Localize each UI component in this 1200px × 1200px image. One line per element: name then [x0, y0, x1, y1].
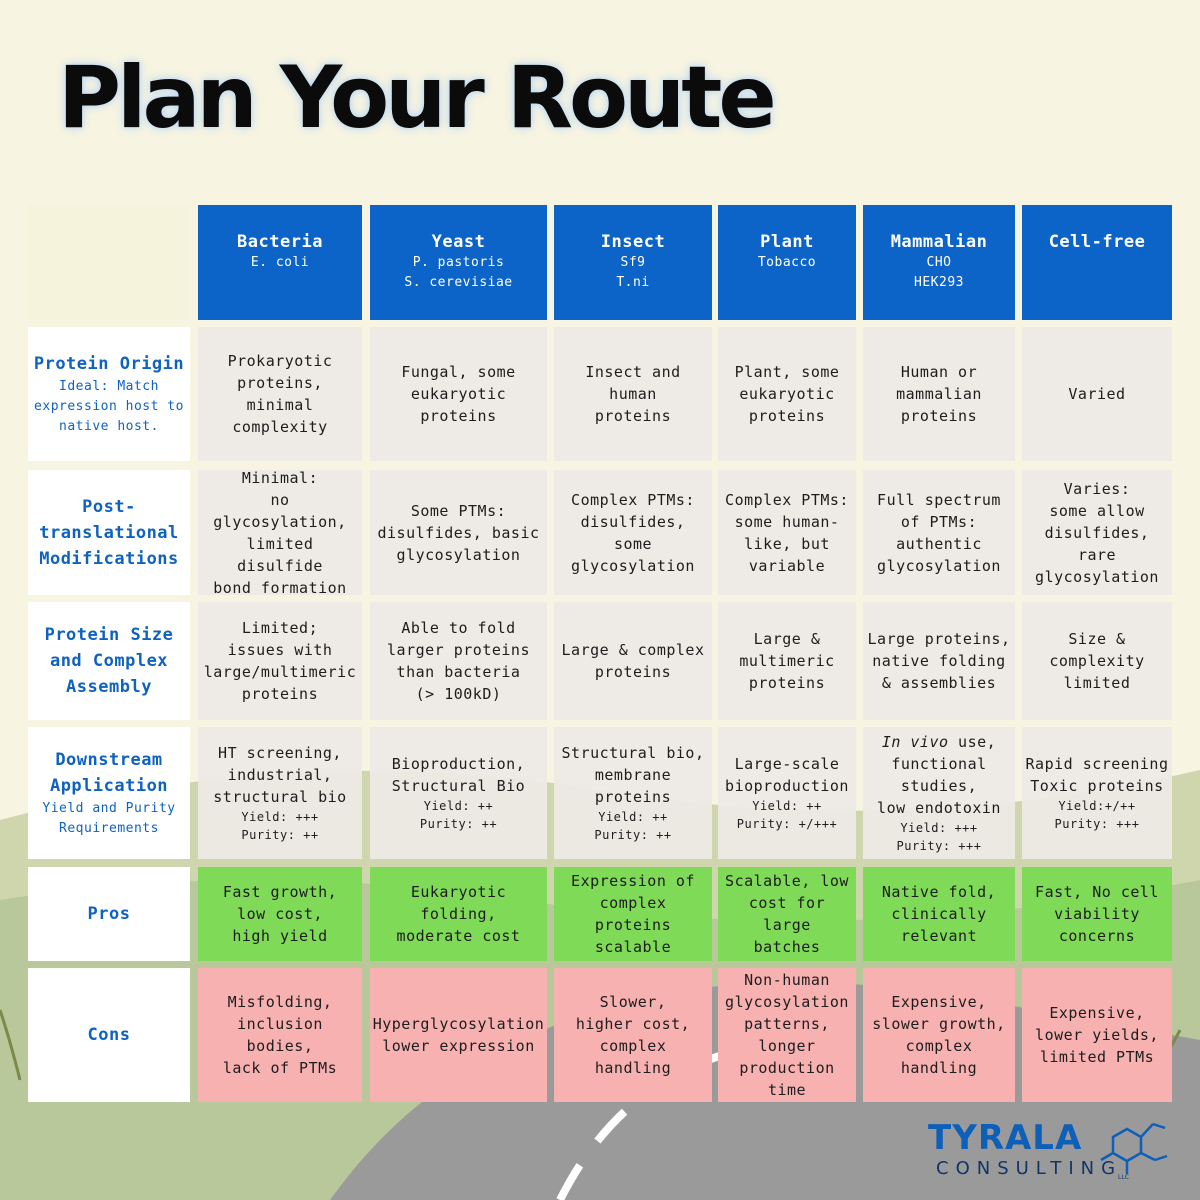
page-title: Plan Your Route	[58, 48, 773, 148]
table-cell	[554, 867, 712, 961]
column-subtitle: CHO	[926, 255, 952, 270]
cell-text: structural bio	[213, 788, 347, 806]
row-label	[28, 602, 190, 720]
logo-llc: LLC	[1118, 1174, 1129, 1181]
cell-text: (> 100kD)	[415, 685, 502, 703]
cell-text: native folding	[872, 652, 1006, 670]
table-cell	[863, 867, 1015, 961]
cell-text: proteins	[594, 407, 672, 425]
cell-rating: Purity: ++	[419, 817, 498, 831]
cell-text: Complex PTMs:	[725, 490, 849, 509]
cell-rating: Yield: ++	[752, 799, 822, 813]
row-label-title: Downstream	[55, 750, 163, 770]
row-label-title: Protein Size	[44, 625, 174, 645]
cell-text: complex	[905, 1037, 973, 1055]
cell-text: relevant	[900, 927, 978, 945]
cell-text: Structural Bio	[391, 777, 526, 795]
cell-rating: Yield: ++	[423, 799, 494, 813]
cell-text: large/multimeric	[203, 663, 357, 681]
cell-text: proteins	[420, 407, 497, 425]
column-header	[718, 205, 856, 320]
table-cell	[198, 602, 362, 720]
cell-text: Fungal, some	[401, 363, 516, 381]
cell-text: Large-scale	[734, 755, 840, 773]
cell-text: proteins	[594, 663, 672, 681]
cell-text: Plant, some	[734, 363, 840, 381]
table-cell	[1022, 727, 1172, 859]
cell-text: Varied	[1068, 385, 1126, 403]
row-label-title: Pros	[87, 904, 131, 924]
column-subtitle: S. cerevisiae	[404, 275, 513, 290]
row-label-subtitle: native host.	[59, 419, 159, 434]
cell-text: patterns,	[744, 1015, 830, 1033]
cell-text: Full spectrum	[877, 490, 1001, 509]
column-subtitle: E. coli	[250, 255, 310, 270]
cell-text: no glycosylation,	[213, 490, 347, 531]
cell-text: concerns	[1058, 927, 1136, 945]
cell-text: Rapid screening	[1025, 755, 1169, 773]
table-cell	[1022, 470, 1172, 595]
column-subtitle: Sf9	[620, 255, 646, 270]
column-subtitle: T.ni	[616, 275, 650, 290]
cell-text: limited disulfide	[237, 534, 323, 575]
column-header	[554, 205, 712, 320]
cell-text: batches	[753, 938, 821, 956]
cell-text: complexity	[232, 418, 328, 436]
row-label	[28, 867, 190, 961]
cell-text: Minimal:	[241, 468, 319, 487]
row-label-title: Modifications	[39, 548, 179, 569]
cell-text: Expensive,	[1049, 1004, 1145, 1022]
column-title: Yeast	[431, 232, 486, 252]
row-label-title: translational	[39, 522, 179, 543]
cell-text: handling	[900, 1059, 978, 1077]
column-title: Mammalian	[890, 232, 988, 252]
row-label-title: Assembly	[66, 677, 152, 697]
cell-text: complex proteins	[594, 894, 672, 934]
row-label-subtitle: Yield and Purity	[42, 801, 176, 816]
cell-rating: Purity: +/+++	[736, 817, 838, 831]
cell-text: Able to fold	[401, 619, 516, 637]
table-cell	[370, 470, 547, 595]
cell-text: proteins	[900, 407, 978, 425]
row-label	[28, 327, 190, 461]
cell-text: proteins	[748, 407, 826, 425]
column-header	[198, 205, 362, 320]
column-header	[1022, 205, 1172, 320]
cell-text: Scalable, low	[725, 872, 849, 890]
table-cell	[370, 327, 547, 461]
cell-text: lack of PTMs	[222, 1059, 338, 1077]
column-title: Insect	[600, 232, 666, 252]
cell-rating: Yield:+/++	[1058, 799, 1136, 813]
table-cell	[554, 327, 712, 461]
cell-text: rare	[1077, 545, 1117, 564]
cell-text: like, but	[744, 534, 830, 553]
cell-text: Prokaryotic	[227, 352, 333, 370]
cell-rating: Yield: +++	[241, 810, 319, 824]
cell-text: Fast growth,	[222, 883, 338, 901]
cell-text: membrane	[594, 766, 672, 784]
cell-text: Slower,	[599, 993, 667, 1011]
cell-text: viability	[1054, 905, 1140, 923]
row-label-title: Application	[49, 776, 169, 796]
row-label-subtitle: Requirements	[59, 821, 159, 836]
cell-text: complex handling	[594, 1037, 672, 1077]
cell-text: glycosylation	[877, 556, 1001, 575]
cell-rating: Purity: +++	[1054, 817, 1140, 831]
cell-text: of PTMs:	[900, 512, 978, 531]
cell-text: Limited;	[241, 619, 319, 637]
cell-text: Complex PTMs:	[571, 490, 695, 509]
cell-text: production	[739, 1059, 835, 1077]
cell-text: issues with	[227, 641, 333, 659]
cell-text: Large proteins,	[867, 630, 1011, 648]
column-subtitle: HEK293	[914, 275, 964, 290]
cell-text: Insect and human	[585, 363, 681, 403]
table-cell	[1022, 602, 1172, 720]
table-cell	[863, 602, 1015, 720]
table-cell	[198, 470, 362, 595]
row-label-subtitle: expression host to	[34, 399, 184, 414]
cell-text: variable	[748, 556, 826, 575]
table-cell	[718, 470, 856, 595]
cell-rating: Purity: ++	[241, 828, 319, 842]
table-cell	[370, 867, 547, 961]
cell-text: inclusion bodies,	[237, 1015, 323, 1055]
cell-text: mammalian	[896, 385, 982, 403]
table-cell	[718, 327, 856, 461]
cell-text: Varies:	[1063, 479, 1131, 498]
cell-text: higher cost,	[575, 1015, 691, 1033]
table-cell	[1022, 968, 1172, 1102]
row-label	[28, 470, 190, 595]
cell-text: Misfolding,	[227, 993, 333, 1011]
cell-text: Human or	[900, 363, 978, 381]
cell-text: proteins, minimal	[237, 374, 323, 414]
cell-text: Structural bio,	[561, 744, 705, 762]
column-subtitle: Tobacco	[757, 255, 817, 270]
table-cell	[198, 968, 362, 1102]
cell-text: disulfides, some	[580, 512, 686, 553]
cell-text: & assemblies	[881, 674, 997, 692]
logo-subtitle: CONSULTING	[936, 1158, 1123, 1179]
cell-text: Eukaryotic	[410, 883, 507, 901]
cell-text: eukaryotic	[739, 385, 835, 403]
table-cell	[863, 727, 1015, 859]
cell-text: disulfides,	[1044, 523, 1150, 542]
cell-rating: Purity: ++	[594, 828, 672, 842]
emphasis-text: In vivo	[881, 733, 949, 751]
cell-text: scalable	[594, 938, 672, 956]
cell-text: cost for large	[748, 894, 826, 934]
cell-text: folding,	[420, 905, 497, 923]
cell-text: Native fold,	[881, 883, 997, 901]
cell-text: bioproduction	[725, 777, 849, 795]
cell-text: Hyperglycosylation	[372, 1015, 545, 1033]
cell-text: disulfides, basic	[377, 523, 540, 542]
table-cell	[863, 470, 1015, 595]
cell-text: proteins	[594, 788, 672, 806]
cell-text: slower growth,	[872, 1015, 1006, 1033]
cell-text: lower yields,	[1035, 1026, 1159, 1044]
table-cell	[554, 727, 712, 859]
row-label-title: Cons	[87, 1025, 131, 1045]
cell-text: studies,	[900, 777, 978, 795]
cell-text: Toxic proteins	[1030, 777, 1164, 795]
cell-text: Some PTMs:	[410, 501, 507, 520]
table-cell	[554, 470, 712, 595]
cell-text: some human-	[734, 512, 840, 531]
cell-text: lower expression	[382, 1037, 535, 1055]
table-cell	[554, 602, 712, 720]
cell-text: glycosylation	[1035, 567, 1159, 586]
table-cell	[718, 867, 856, 961]
logo-name: TYRALA	[928, 1118, 1083, 1158]
table-cell	[370, 727, 547, 859]
cell-text: glycosylation	[571, 556, 695, 575]
cell-text: HT screening,	[218, 744, 342, 762]
table-cell	[718, 968, 856, 1102]
column-title: Plant	[760, 232, 814, 252]
cell-text: eukaryotic	[410, 385, 507, 403]
column-header	[863, 205, 1015, 320]
column-header	[370, 205, 547, 320]
row-label	[28, 727, 190, 859]
company-logo	[928, 1118, 1129, 1181]
table-cell	[1022, 867, 1172, 961]
corner-cell	[28, 205, 190, 320]
cell-rating: Purity: +++	[896, 839, 982, 853]
cell-text: authentic	[896, 534, 982, 553]
table-cell	[1022, 327, 1172, 461]
cell-text: low endotoxin	[877, 799, 1001, 817]
table-cell	[718, 727, 856, 859]
table-cell	[718, 602, 856, 720]
cell-rating: Yield: ++	[598, 810, 668, 824]
cell-text: Large & complex	[561, 641, 705, 659]
cell-text: bond formation	[213, 578, 347, 597]
cell-text: limited	[1063, 674, 1131, 692]
cell-text: Bioproduction,	[391, 755, 526, 773]
table-cell	[370, 602, 547, 720]
cell-text: proteins	[241, 685, 319, 703]
row-label-title: and Complex	[49, 651, 169, 671]
cell-text: longer	[758, 1037, 816, 1055]
cell-text: Non-human	[744, 971, 830, 989]
cell-text: Fast, No cell	[1035, 883, 1159, 901]
cell-text: time	[767, 1081, 807, 1099]
table-cell	[198, 867, 362, 961]
cell-text: larger proteins	[387, 641, 530, 659]
row-label-title: Post-	[82, 496, 136, 517]
table-cell	[198, 727, 362, 859]
cell-text: than bacteria	[396, 663, 521, 681]
cell-text: high yield	[232, 927, 328, 945]
cell-text: glycosylation	[725, 993, 849, 1011]
table-cell	[198, 327, 362, 461]
column-title: Cell-free	[1048, 232, 1146, 252]
row-label	[28, 968, 190, 1102]
cell-text: limited PTMs	[1039, 1048, 1155, 1066]
cell-rating: Yield: +++	[900, 821, 978, 835]
table-cell	[863, 327, 1015, 461]
table-cell	[554, 968, 712, 1102]
cell-text: Expression of	[571, 872, 695, 890]
cell-text: some allow	[1049, 501, 1145, 520]
row-label-title: Protein Origin	[33, 354, 185, 374]
cell-text: In vivo use,	[881, 733, 997, 751]
cell-text: glycosylation	[396, 545, 521, 564]
cell-text: Large &	[753, 630, 821, 648]
cell-text: proteins	[748, 674, 826, 692]
cell-text: low cost,	[237, 905, 323, 923]
cell-text: clinically	[891, 905, 987, 923]
cell-text: Size &	[1068, 630, 1126, 648]
cell-text: complexity	[1049, 652, 1145, 670]
cell-text: functional	[891, 755, 987, 773]
molecule-icon	[1093, 1112, 1173, 1182]
row-label-subtitle: Ideal: Match	[59, 379, 159, 394]
column-subtitle: P. pastoris	[412, 255, 505, 270]
column-title: Bacteria	[237, 232, 323, 252]
table-cell	[863, 968, 1015, 1102]
cell-text: Expensive,	[891, 993, 987, 1011]
cell-text: multimeric	[739, 652, 835, 670]
cell-text: moderate cost	[396, 927, 521, 945]
cell-text: industrial,	[227, 766, 333, 784]
table-cell	[370, 968, 547, 1102]
